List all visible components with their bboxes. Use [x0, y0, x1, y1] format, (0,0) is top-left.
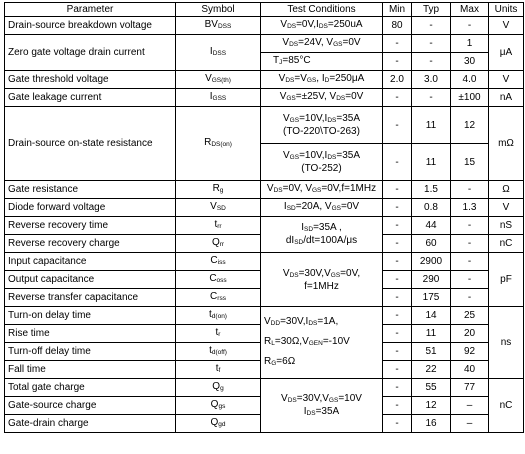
- condition-text: , I: [316, 73, 325, 84]
- test-condition-cell: [261, 253, 383, 307]
- symbol-cell: [176, 325, 261, 343]
- test-condition-cell: [261, 379, 383, 433]
- subscript-text: DS: [287, 396, 297, 404]
- condition-text: V: [282, 113, 290, 124]
- condition-text: =85°C: [282, 55, 311, 66]
- subscript-text: GS: [330, 271, 341, 279]
- unit-cell: nC: [489, 235, 524, 253]
- max-cell: -: [451, 253, 489, 271]
- subscript-text: DS: [336, 95, 346, 102]
- condition-line: [264, 113, 379, 126]
- subscript-text: SD: [304, 225, 314, 233]
- condition-text: =30V,V: [298, 267, 331, 279]
- condition-line: [264, 235, 379, 248]
- typ-cell: 3.0: [412, 71, 451, 89]
- parameter-cell: Gate-drain charge: [5, 415, 176, 433]
- subscript-text: DD: [270, 319, 281, 327]
- min-cell: -: [383, 89, 412, 107]
- condition-text: I: [303, 405, 307, 417]
- condition-line: [264, 201, 379, 214]
- subscript-text: DS: [287, 23, 297, 30]
- unit-cell: Ω: [489, 181, 524, 199]
- test-condition-cell: [261, 53, 383, 71]
- table-row: [5, 217, 524, 235]
- condition-line: [264, 19, 379, 32]
- max-cell: 1.3: [451, 199, 489, 217]
- typ-cell: -: [412, 17, 451, 35]
- subscript-text: DS(on): [211, 141, 232, 148]
- subscript-text: DSS: [217, 23, 232, 30]
- subscript-text: DS: [327, 117, 337, 124]
- test-condition-cell: [261, 89, 383, 107]
- subscript-text: gd: [218, 421, 226, 428]
- condition-text: R: [264, 355, 272, 367]
- subscript-text: GS(th): [211, 77, 231, 84]
- unit-cell: V: [489, 17, 524, 35]
- test-condition-cell: [261, 217, 383, 253]
- subscript-text: g: [220, 385, 224, 392]
- table-row: [5, 89, 524, 107]
- symbol-cell: [176, 107, 261, 181]
- symbol-text: V: [210, 201, 217, 212]
- subscript-text: GS: [328, 396, 339, 404]
- min-cell: -: [383, 144, 412, 181]
- min-cell: -: [383, 271, 412, 289]
- min-cell: -: [383, 397, 412, 415]
- subscript-text: DS: [273, 187, 283, 194]
- test-condition-cell: [261, 199, 383, 217]
- max-cell: 20: [451, 325, 489, 343]
- unit-cell: nC: [489, 379, 524, 433]
- min-cell: -: [383, 415, 412, 433]
- condition-text: =30Ω,V: [274, 335, 309, 347]
- subscript-text: GS: [306, 77, 317, 84]
- header-units: Units: [489, 3, 524, 17]
- max-cell: -: [451, 17, 489, 35]
- test-condition-cell: [261, 17, 383, 35]
- header-row: [5, 3, 524, 17]
- parameter-cell: Turn-off delay time: [5, 343, 176, 361]
- symbol-text: t: [214, 219, 218, 230]
- subscript-text: DS: [285, 77, 295, 84]
- condition-line: [264, 313, 379, 333]
- condition-text: =10V,I: [299, 113, 328, 124]
- subscript-text: GS: [333, 41, 343, 48]
- header-max: Max: [451, 3, 489, 17]
- symbol-cell: [176, 361, 261, 379]
- table-row: [5, 307, 524, 325]
- subscript-text: r: [218, 331, 221, 338]
- condition-line: [264, 353, 379, 373]
- test-condition-cell: [261, 107, 383, 144]
- table-row: [5, 199, 524, 217]
- subscript-text: DS: [308, 319, 318, 327]
- subscript-text: DS: [327, 154, 337, 161]
- subscript-text: d(off): [211, 349, 227, 356]
- symbol-text: t: [215, 327, 219, 338]
- typ-cell: 2900: [412, 253, 451, 271]
- min-cell: -: [383, 253, 412, 271]
- unit-cell: ns: [489, 307, 524, 379]
- condition-text: V: [282, 37, 290, 48]
- condition-line: [264, 163, 379, 174]
- condition-text: V: [282, 150, 290, 161]
- subscript-text: GEN: [308, 339, 323, 347]
- min-cell: -: [383, 325, 412, 343]
- subscript-text: G: [271, 359, 277, 367]
- min-cell: -: [383, 217, 412, 235]
- condition-text: I: [283, 201, 287, 212]
- header-min: Min: [383, 3, 412, 17]
- parameter-cell: Reverse recovery charge: [5, 235, 176, 253]
- min-cell: -: [383, 379, 412, 397]
- symbol-text: C: [209, 273, 217, 284]
- max-cell: 15: [451, 144, 489, 181]
- unit-cell: V: [489, 71, 524, 89]
- unit-cell: V: [489, 199, 524, 217]
- parameter-cell: Rise time: [5, 325, 176, 343]
- symbol-cell: [176, 271, 261, 289]
- min-cell: -: [383, 107, 412, 144]
- parameter-cell: Diode forward voltage: [5, 199, 176, 217]
- min-cell: -: [383, 181, 412, 199]
- symbol-text: Q: [210, 417, 219, 428]
- condition-line: [264, 91, 379, 104]
- typ-cell: -: [412, 53, 451, 71]
- condition-text: =35A: [336, 113, 361, 124]
- typ-cell: 12: [412, 397, 451, 415]
- symbol-cell: [176, 235, 261, 253]
- parameter-cell: Output capacitance: [5, 271, 176, 289]
- condition-text: T: [273, 55, 280, 66]
- condition-text: =0V: [342, 37, 361, 48]
- condition-line: [273, 55, 379, 68]
- symbol-cell: [176, 181, 261, 199]
- parameter-cell: Total gate charge: [5, 379, 176, 397]
- typ-cell: 0.8: [412, 199, 451, 217]
- condition-text: =250μA: [329, 73, 365, 84]
- max-cell: ±100: [451, 89, 489, 107]
- table-row: [5, 35, 524, 53]
- header-symbol: Symbol: [176, 3, 261, 17]
- subscript-text: DS: [289, 41, 299, 48]
- subscript-text: DSS: [212, 50, 227, 57]
- unit-cell: nA: [489, 89, 524, 107]
- condition-text: =0V: [341, 201, 360, 212]
- condition-line: [264, 183, 379, 196]
- max-cell: 30: [451, 53, 489, 71]
- condition-line: [264, 406, 379, 419]
- table-row: [5, 379, 524, 397]
- condition-text: /dt=100A/μs: [303, 234, 358, 246]
- subscript-text: GS: [289, 154, 300, 161]
- condition-line: [264, 150, 379, 163]
- subscript-text: iss: [217, 259, 226, 266]
- condition-text: V: [278, 73, 286, 84]
- parameter-cell: Fall time: [5, 361, 176, 379]
- parameter-cell: Gate resistance: [5, 181, 176, 199]
- typ-cell: 175: [412, 289, 451, 307]
- min-cell: -: [383, 235, 412, 253]
- subscript-text: rr: [219, 241, 225, 248]
- condition-text: =30V,I: [280, 315, 309, 327]
- subscript-text: SD: [294, 238, 304, 246]
- parameter-cell: Gate threshold voltage: [5, 71, 176, 89]
- condition-text: =24V, V: [298, 37, 334, 48]
- min-cell: -: [383, 53, 412, 71]
- unit-cell: nS: [489, 217, 524, 235]
- condition-text: =10V,I: [299, 150, 328, 161]
- parameter-cell: Gate-source charge: [5, 397, 176, 415]
- test-condition-cell: [261, 144, 383, 181]
- electrical-characteristics-table: [4, 2, 524, 433]
- subscript-text: L: [271, 339, 275, 347]
- symbol-cell: [176, 17, 261, 35]
- parameter-cell: Zero gate voltage drain current: [5, 35, 176, 71]
- max-cell: 25: [451, 307, 489, 325]
- subscript-text: DS: [306, 409, 316, 417]
- test-condition-cell: [261, 307, 383, 379]
- max-cell: -: [451, 217, 489, 235]
- parameter-cell: Input capacitance: [5, 253, 176, 271]
- condition-line: [264, 333, 379, 353]
- condition-line: [264, 222, 379, 235]
- symbol-cell: [176, 71, 261, 89]
- min-cell: -: [383, 343, 412, 361]
- max-cell: 77: [451, 379, 489, 397]
- subscript-text: SD: [286, 205, 296, 212]
- table-row: [5, 71, 524, 89]
- header-typ: Typ: [412, 3, 451, 17]
- symbol-cell: [176, 379, 261, 397]
- symbol-text: t: [209, 309, 212, 320]
- subscript-text: DS: [289, 271, 299, 279]
- condition-line: [264, 73, 379, 86]
- header-parameter: Parameter: [5, 3, 176, 17]
- symbol-cell: [176, 35, 261, 71]
- max-cell: –: [451, 397, 489, 415]
- condition-text: V: [282, 267, 290, 279]
- parameter-cell: Turn-on delay time: [5, 307, 176, 325]
- parameter-cell: Gate leakage current: [5, 89, 176, 107]
- symbol-cell: [176, 199, 261, 217]
- symbol-cell: [176, 89, 261, 107]
- condition-text: =0V,I: [296, 19, 319, 30]
- symbol-text: I: [209, 46, 213, 57]
- max-cell: -: [451, 289, 489, 307]
- condition-text: V: [279, 91, 287, 102]
- condition-line: [264, 281, 379, 292]
- subscript-text: gs: [218, 403, 226, 410]
- min-cell: 2.0: [383, 71, 412, 89]
- symbol-cell: [176, 307, 261, 325]
- condition-text: V: [264, 315, 271, 327]
- min-cell: -: [383, 35, 412, 53]
- subscript-text: J: [279, 59, 283, 66]
- max-cell: –: [451, 415, 489, 433]
- max-cell: 1: [451, 35, 489, 53]
- symbol-text: Q: [210, 399, 219, 410]
- condition-text: =±25V, V: [295, 91, 337, 102]
- symbol-cell: [176, 217, 261, 235]
- subscript-text: rr: [217, 223, 222, 230]
- test-condition-cell: [261, 71, 383, 89]
- subscript-text: oss: [216, 277, 227, 284]
- subscript-text: SD: [216, 205, 226, 212]
- condition-text: =20A, V: [295, 201, 332, 212]
- symbol-text: Q: [212, 381, 221, 392]
- unit-cell: mΩ: [489, 107, 524, 181]
- condition-text: R: [264, 335, 272, 347]
- unit-cell: μA: [489, 35, 524, 71]
- symbol-cell: [176, 253, 261, 271]
- max-cell: -: [451, 181, 489, 199]
- min-cell: -: [383, 289, 412, 307]
- max-cell: 40: [451, 361, 489, 379]
- subscript-text: GS: [331, 205, 341, 212]
- condition-line: [264, 126, 379, 137]
- condition-text: =0V: [345, 91, 364, 102]
- subscript-text: GSS: [212, 95, 227, 102]
- max-cell: 12: [451, 107, 489, 144]
- condition-text: =35A ,: [313, 221, 342, 233]
- test-condition-cell: [261, 35, 383, 53]
- typ-cell: 60: [412, 235, 451, 253]
- typ-cell: 11: [412, 325, 451, 343]
- typ-cell: 11: [412, 144, 451, 181]
- condition-text: (TO-220\TO-263): [283, 126, 360, 137]
- typ-cell: 11: [412, 107, 451, 144]
- symbol-text: I: [209, 91, 213, 102]
- condition-text: V: [266, 183, 274, 194]
- condition-text: =30V,V: [296, 392, 329, 404]
- typ-cell: 44: [412, 217, 451, 235]
- symbol-text: BV: [204, 19, 218, 30]
- symbol-text: t: [215, 363, 219, 374]
- typ-cell: 55: [412, 379, 451, 397]
- table-row: [5, 181, 524, 199]
- condition-text: I: [301, 221, 305, 233]
- subscript-text: GS: [289, 117, 300, 124]
- subscript-text: f: [218, 367, 221, 374]
- condition-text: =V: [294, 73, 307, 84]
- max-cell: 4.0: [451, 71, 489, 89]
- condition-text: dI: [285, 234, 295, 246]
- symbol-cell: [176, 415, 261, 433]
- min-cell: -: [383, 199, 412, 217]
- typ-cell: 1.5: [412, 181, 451, 199]
- parameter-cell: Drain-source breakdown voltage: [5, 17, 176, 35]
- typ-cell: 16: [412, 415, 451, 433]
- condition-text: f=1MHz: [304, 280, 339, 292]
- min-cell: -: [383, 361, 412, 379]
- table-row: [5, 253, 524, 271]
- min-cell: -: [383, 307, 412, 325]
- subscript-text: GS: [286, 95, 296, 102]
- subscript-text: DS: [318, 23, 328, 30]
- subscript-text: D: [324, 77, 330, 84]
- parameter-cell: Reverse recovery time: [5, 217, 176, 235]
- symbol-text: Q: [211, 237, 220, 248]
- condition-text: =10V: [338, 392, 362, 404]
- condition-text: V: [280, 19, 288, 30]
- subscript-text: d(on): [211, 313, 227, 320]
- condition-text: =6Ω: [276, 355, 296, 367]
- condition-text: (TO-252): [301, 163, 342, 174]
- max-cell: -: [451, 235, 489, 253]
- symbol-cell: [176, 343, 261, 361]
- condition-text: =-10V: [322, 335, 350, 347]
- header-test-conditions: Test Conditions: [261, 3, 383, 17]
- symbol-text: V: [205, 73, 212, 84]
- symbol-cell: [176, 397, 261, 415]
- symbol-text: C: [210, 291, 218, 302]
- condition-line: [264, 37, 379, 50]
- typ-cell: 14: [412, 307, 451, 325]
- table-row: [5, 107, 524, 144]
- condition-text: V: [281, 392, 288, 404]
- typ-cell: -: [412, 35, 451, 53]
- condition-line: [264, 268, 379, 281]
- max-cell: -: [451, 271, 489, 289]
- condition-text: =1A,: [317, 315, 339, 327]
- table-row: [5, 17, 524, 35]
- symbol-cell: [176, 289, 261, 307]
- test-condition-cell: [261, 181, 383, 199]
- symbol-text: R: [204, 137, 212, 148]
- unit-cell: pF: [489, 253, 524, 307]
- subscript-text: g: [219, 187, 224, 194]
- condition-text: =250uA: [327, 19, 363, 30]
- typ-cell: 290: [412, 271, 451, 289]
- condition-text: =0V,f=1MHz: [321, 183, 377, 194]
- parameter-cell: Drain-source on-state resistance: [5, 107, 176, 181]
- parameter-cell: Reverse transfer capacitance: [5, 289, 176, 307]
- condition-text: =0V,: [340, 267, 361, 279]
- min-cell: 80: [383, 17, 412, 35]
- max-cell: 92: [451, 343, 489, 361]
- condition-text: =35A: [315, 405, 340, 417]
- subscript-text: rss: [217, 295, 226, 302]
- symbol-text: R: [212, 183, 220, 194]
- typ-cell: 51: [412, 343, 451, 361]
- symbol-text: C: [210, 255, 218, 266]
- condition-text: =35A: [336, 150, 361, 161]
- symbol-text: t: [209, 345, 212, 356]
- typ-cell: 22: [412, 361, 451, 379]
- subscript-text: GS: [312, 187, 322, 194]
- condition-line: [264, 393, 379, 406]
- condition-text: =0V, V: [282, 183, 312, 194]
- typ-cell: -: [412, 89, 451, 107]
